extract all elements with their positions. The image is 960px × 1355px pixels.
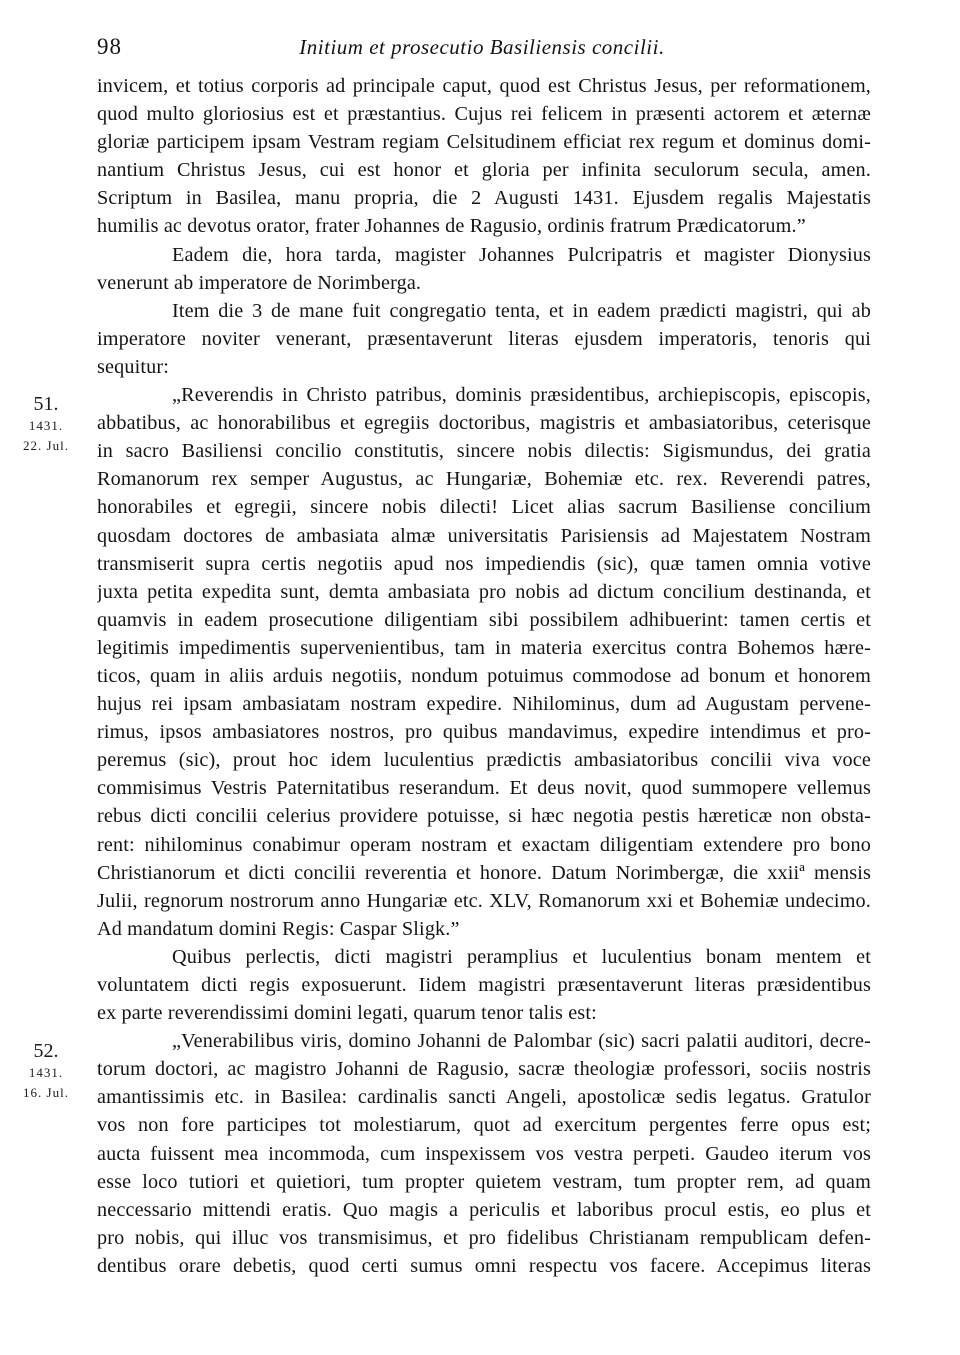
text-line: imperatore noviter venerant, præsentaverunt literas ejusdem imperatoris, tenoris qui: [97, 327, 871, 350]
margin-note-year: 1431.: [28, 418, 64, 433]
text-line: dentibus orare debetis, quod certi sumus omni respectu vos facere. Accepimus literas: [97, 1254, 871, 1277]
text-line: vos non fore participes tot molestiarum, quot ad exercitum pergentes ferre opus est;: [97, 1114, 871, 1137]
text-line: rent: nihilominus conabimur operam nostram et exactam diligentiam extendere pro bono: [97, 833, 871, 856]
text-line: aucta fuissent mea incommoda, cum inspexissem vos vestra perpeti. Gaudeo iterum vos: [97, 1142, 871, 1165]
text-line: legitimis impedimentis supervenientibus, tam in materia exercitus contra Bohemos hære-: [97, 636, 871, 659]
margin-note-number: 52.: [33, 1040, 59, 1062]
text-line: humilis ac devotus orator, frater Johannes de Ragusio, ordinis fratrum Prædicatorum.”: [97, 215, 806, 238]
margin-note-51: [0, 392, 92, 456]
text-line: Eadem die, hora tarda, magister Johannes Pulcripatris et magister Dionysius: [172, 243, 871, 266]
margin-note-year: 1431.: [28, 1065, 64, 1080]
text-line: Scriptum in Basilea, manu propria, die 2 Augusti 1431. Ejusdem regalis Majestatis: [97, 187, 871, 210]
margin-note-date: 22. Jul.: [23, 438, 69, 453]
text-line: Ad mandatum domini Regis: Caspar Sligk.”: [97, 917, 460, 940]
margin-note-52: [0, 1039, 92, 1103]
text-line: quamvis in eadem prosecutione diligentiam sibi possibilem adhibuerint: tamen certis et: [97, 608, 871, 631]
text-line: juxta petita expedita sunt, demta ambasiata pro nobis ad dictum concilium destinanda, et: [97, 580, 871, 603]
page-header: [97, 34, 867, 68]
text-line: peremus (sic), prout hoc idem luculentius prædictis ambasiatoribus concilii viva voce: [97, 749, 871, 772]
body-text: [97, 72, 871, 1280]
text-line: voluntatem dicti regis exposuerunt. Iidem magistri præsentaverunt literas præsidentibus: [97, 974, 871, 996]
text-line: sequitur:: [97, 355, 169, 378]
text-line: venerunt ab imperatore de Norimberga.: [97, 271, 422, 294]
page-number: 98: [97, 34, 122, 59]
text-line: quosdam doctores de ambasiata almæ universitatis Parisiensis ad Majestatem Nostram: [97, 524, 871, 547]
text-line: neccessario mittendi eratis. Quo magis a periculis et laboribus procul estis, eo plus et: [97, 1198, 871, 1221]
text-line: ticos, quam in aliis arduis negotiis, nondum potuimus commodose ad bonum et honorem: [97, 664, 871, 687]
margin-note-number: 51.: [33, 393, 59, 415]
text-line: transmiserit supra certis negotiis apud nos impediendis (sic), quæ tamen omnia votive: [97, 552, 871, 575]
text-line: amantissimis etc. in Basilea: cardinalis sancti Angeli, apostolicæ sedis legatus. Gratulor: [97, 1086, 871, 1109]
text-line: Item die 3 de mane fuit congregatio tenta, et in eadem prædicti magistri, qui ab: [172, 299, 871, 322]
text-line: rimus, ipsos ambasiatores nostros, pro quibus mandavimus, expedire intendimus et pro-: [97, 721, 871, 744]
text-line: ex parte reverendissimi domini legati, quarum tenor talis est:: [97, 1002, 597, 1025]
text-line: nantium Christus Jesus, cui est honor et gloria per infinita seculorum secula, amen.: [97, 159, 871, 182]
text-line: in sacro Basiliensi concilio constitutis, sincere nobis dilectis: Sigismundus, dei gratia: [97, 440, 871, 463]
text-line: hujus rei ipsam ambasiatam nostram expedire. Nihilominus, dum ad Augustam pervene-: [97, 693, 871, 716]
text-line: invicem, et totius corporis ad principale caput, quod est Christus Jesus, per reformationem,: [97, 75, 871, 97]
text-line: „Venerabilibus viris, domino Johanni de Palombar (sic) sacri palatii auditori, decre-: [172, 1030, 871, 1053]
margin-note-date: 16. Jul.: [23, 1085, 69, 1100]
text-line: gloriæ participem ipsam Vestram regiam Celsitudinem efficiat rex regum et dominus domi-: [97, 131, 871, 154]
text-line: Quibus perlectis, dicti magistri peramplius et luculentius bonam mentem et: [172, 945, 871, 968]
text-line: abbatibus, ac honorabilibus et egregiis doctoribus, magistris et ambasiatoribus, ceterisque: [97, 412, 871, 435]
text-line: Julii, regnorum nostrorum anno Hungariæ etc. XLV, Romanorum xxi et Bohemiæ undecimo.: [97, 889, 871, 912]
text-line: honorabiles et egregii, sincere nobis dilecti! Licet alias sacrum Basiliense concilium: [97, 496, 871, 519]
text-line: esse loco tutiori et quietiori, tum propter quietem vestram, tum propter rem, ad quam: [97, 1170, 871, 1193]
text-line: pro nobis, qui illuc vos transmisimus, et pro fidelibus Christianam rempublicam defen-: [97, 1226, 871, 1249]
running-title: Initium et prosecutio Basiliensis concilii.: [299, 35, 665, 59]
text-line: quod multo gloriosius est et præstantius. Cujus rei felicem in præsenti actorem et æternæ: [97, 103, 871, 126]
text-line: Christianorum et dicti concilii reverentia et honore. Datum Norimbergæ, die xxiiª mensis: [97, 861, 871, 884]
text-line: „Reverendis in Christo patribus, dominis præsidentibus, archiepiscopis, episcopis,: [172, 384, 871, 407]
text-line: commisimus Vestris Paternitatibus reserandum. Et deus novit, quod summopere vellemus: [97, 777, 871, 800]
text-line: rebus dicti concilii celerius providere potuisse, si hæc negotia pestis hæreticæ non obsta-: [97, 805, 871, 828]
text-line: Romanorum rex semper Augustus, ac Hungariæ, Bohemiæ etc. rex. Reverendi patres,: [97, 468, 871, 491]
text-line: torum doctori, ac magistro Johanni de Ragusio, sacræ theologiæ professori, sociis nostris: [97, 1058, 871, 1081]
